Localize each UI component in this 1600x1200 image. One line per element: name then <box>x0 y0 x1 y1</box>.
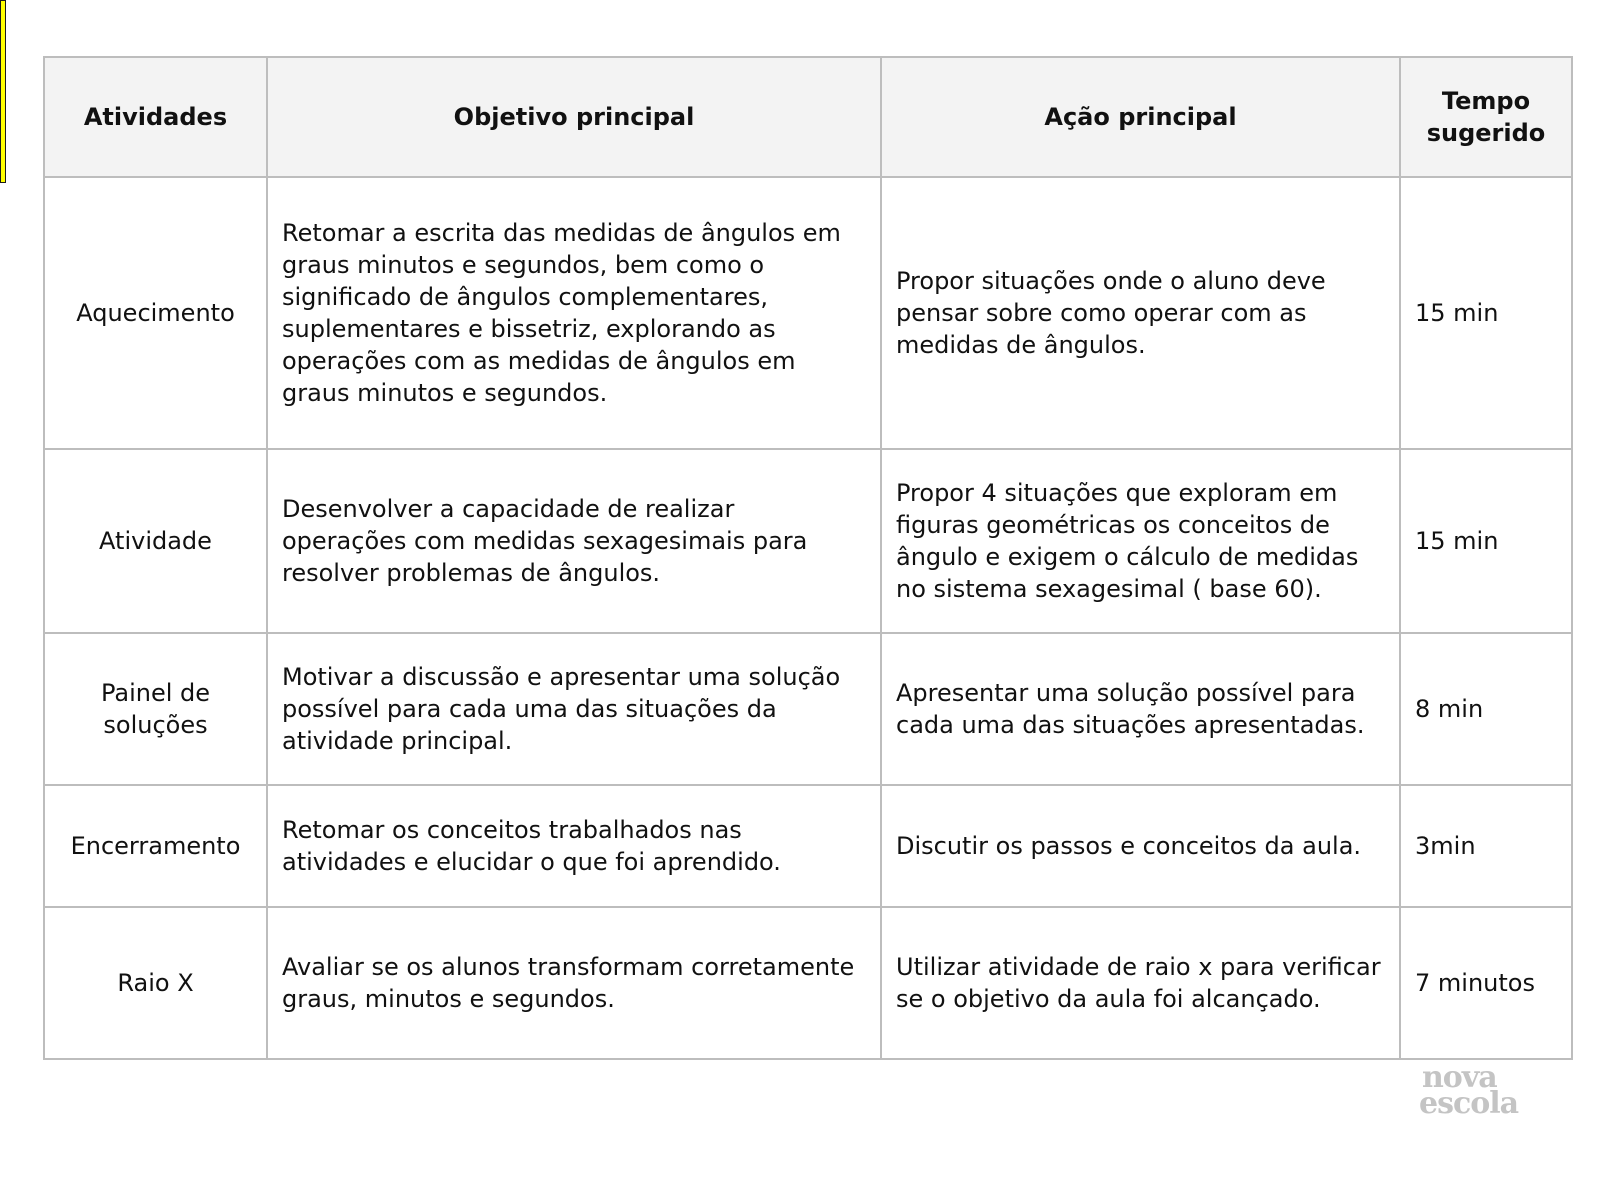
lesson-plan-table <box>43 56 1573 1060</box>
activity-cell: Painel de soluções <box>44 633 267 785</box>
table-row <box>44 785 1572 907</box>
table-row <box>44 907 1572 1059</box>
header-main-objective: Objetivo principal <box>267 57 881 177</box>
table-header-row <box>44 57 1572 177</box>
activity-cell: Raio X <box>44 907 267 1059</box>
time-cell: 8 min <box>1400 633 1572 785</box>
action-cell: Apresentar uma solução possível para cada uma das situações apresentadas. <box>881 633 1400 785</box>
action-cell: Propor 4 situações que exploram em figuras geométricas os conceitos de ângulo e exigem o cálculo de medidas no sistema sexagesimal ( base 60). <box>881 449 1400 633</box>
action-cell: Discutir os passos e conceitos da aula. <box>881 785 1400 907</box>
yellow-marker <box>0 0 6 183</box>
nova-escola-logo <box>1419 1060 1544 1121</box>
objective-cell: Retomar os conceitos trabalhados nas atividades e elucidar o que foi aprendido. <box>267 785 881 907</box>
action-cell: Utilizar atividade de raio x para verificar se o objetivo da aula foi alcançado. <box>881 907 1400 1059</box>
objective-cell: Desenvolver a capacidade de realizar operações com medidas sexagesimais para resolver problemas de ângulos. <box>267 449 881 633</box>
time-cell: 15 min <box>1400 449 1572 633</box>
table-row <box>44 177 1572 449</box>
objective-cell: Retomar a escrita das medidas de ângulos em graus minutos e segundos, bem como o significado de ângulos complementares, suplementares e bissetriz, explorando as operações com as medidas de ângulos em graus minutos e segundos. <box>267 177 881 449</box>
activity-cell: Aquecimento <box>44 177 267 449</box>
table-row <box>44 449 1572 633</box>
logo-line-nova: nova <box>1422 1060 1497 1095</box>
time-cell: 3min <box>1400 785 1572 907</box>
action-cell: Propor situações onde o aluno deve pensar sobre como operar com as medidas de ângulos. <box>881 177 1400 449</box>
objective-cell: Avaliar se os alunos transformam corretamente graus, minutos e segundos. <box>267 907 881 1059</box>
header-suggested-time: Tempo sugerido <box>1400 57 1572 177</box>
time-cell: 7 minutos <box>1400 907 1572 1059</box>
activity-cell: Atividade <box>44 449 267 633</box>
logo-line-escola: escola <box>1419 1086 1519 1121</box>
header-activities: Atividades <box>44 57 267 177</box>
table-row <box>44 633 1572 785</box>
header-main-action: Ação principal <box>881 57 1400 177</box>
activity-cell: Encerramento <box>44 785 267 907</box>
time-cell: 15 min <box>1400 177 1572 449</box>
objective-cell: Motivar a discussão e apresentar uma solução possível para cada uma das situações da atividade principal. <box>267 633 881 785</box>
